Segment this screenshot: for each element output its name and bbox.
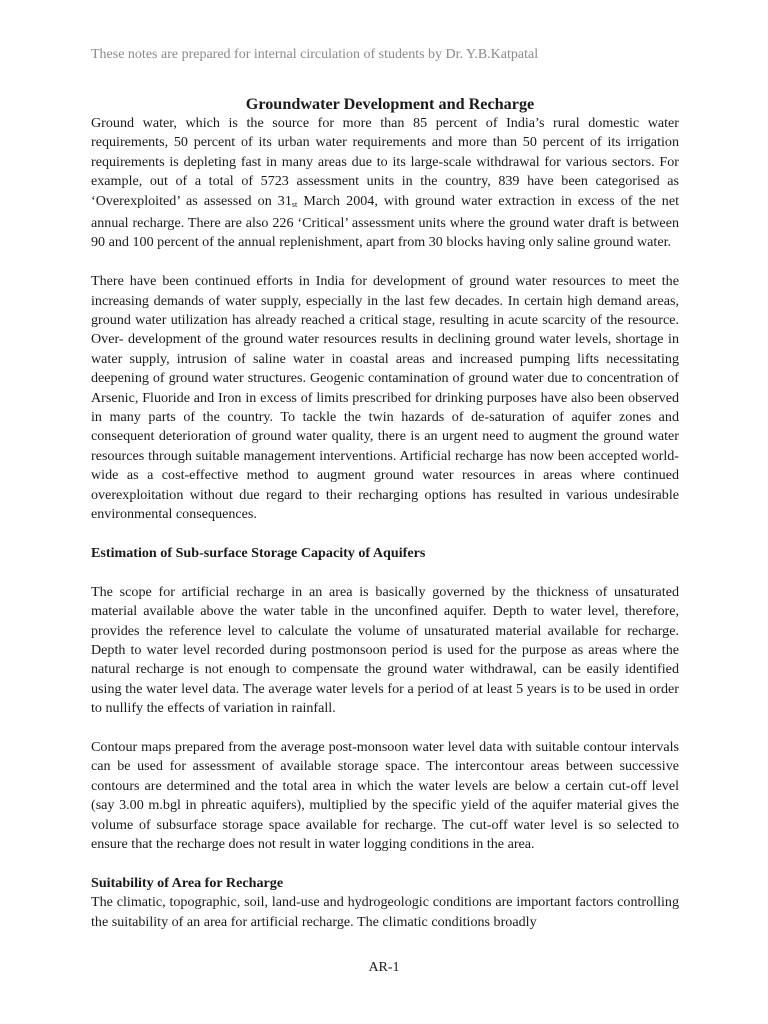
- paragraph-2: There have been continued efforts in India for development of ground water resources to meet the increasing demands of water supply, especially in the last few decades. In certain high demand areas, ground water utilization has already reached a critical stage, resulting in acute scarcity of the resource. Over- development of the ground water resources results in declining ground water levels, shortage in water supply, intrusion of saline water in coastal areas and increased pumping lifts necessitating deepening of ground water structures. Geogenic contamination of ground water due to concentration of Arsenic, Fluoride and Iron in excess of limits prescribed for drinking purposes have also been observed in many parts of the country. To tackle the twin hazards of de-saturation of aquifer zones and consequent deterioration of ground water quality, there is an urgent need to augment the ground water resources through suitable management interventions. Artificial recharge has now been accepted world-wide as a cost-effective method to augment ground water resources in areas where continued overexploitation without due regard to their recharging options has resulted in various undesirable environmental consequences.: [91, 273, 679, 523]
- section-heading-storage-capacity: Estimation of Sub-surface Storage Capacity of Aquifers: [91, 544, 426, 561]
- section-heading-suitability: Suitability of Area for Recharge: [91, 874, 284, 891]
- page-number: AR-1: [368, 960, 400, 975]
- page-header: These notes are prepared for internal circulation of students by Dr. Y.B.Katpatal: [91, 47, 539, 62]
- paragraph-4: Contour maps prepared from the average post-monsoon water level data with suitable contour intervals can be used for assessment of available storage space. The intercontour areas between successive contours are determined and the total area in which the water levels are below a certain cut-off level (say 3.00 m.bgl in phreatic aquifers), multiplied by the specific yield of the aquifer material gives the volume of subsurface storage space available for recharge. The cut-off water level is so selected to ensure that the recharge does not result in water logging conditions in the area.: [91, 738, 679, 852]
- ordinal-suffix: st: [291, 199, 298, 209]
- document-body: [91, 94, 679, 932]
- document-title: Groundwater Development and Recharge: [245, 95, 535, 113]
- paragraph-1-text-end: March 2004, with ground water extraction in excess of the net annual recharge. There are also 226 ‘Critical’ assessment units where the ground water draft is between 90 and 100 percent of the annual replenishment, apart from 30 blocks having only saline ground water.: [91, 192, 679, 251]
- paragraph-5: The climatic, topographic, soil, land-use and hydrogeologic conditions are important factors controlling the suitability of an area for artificial recharge. The climatic conditions broadly: [91, 894, 679, 930]
- paragraph-1: [91, 114, 679, 253]
- paragraph-1-text-start: Ground water, which is the source for more than 85 percent of India’s rural domestic water requirements, 50 percent of its urban water requirements and more than 50 percent of its irrigation requirements is depleting fast in many areas due to its large-scale withdrawal for various sectors. For example, out of a total of 5723 assessment units in the country, 839 have been categorised as ‘Overexploited’ as assessed on 31: [91, 115, 679, 209]
- paragraph-3: The scope for artificial recharge in an area is basically governed by the thickness of unsaturated material available above the water table in the unconfined aquifer. Depth to water level, therefore, provides the reference level to calculate the volume of unsaturated material available for recharge. Depth to water level recorded during postmonsoon period is used for the purpose as areas where the natural recharge is not enough to compensate the ground water withdrawal, can be easily identified using the water level data. The average water levels for a period of at least 5 years is to be used in order to nullify the effects of variation in rainfall.: [91, 583, 679, 717]
